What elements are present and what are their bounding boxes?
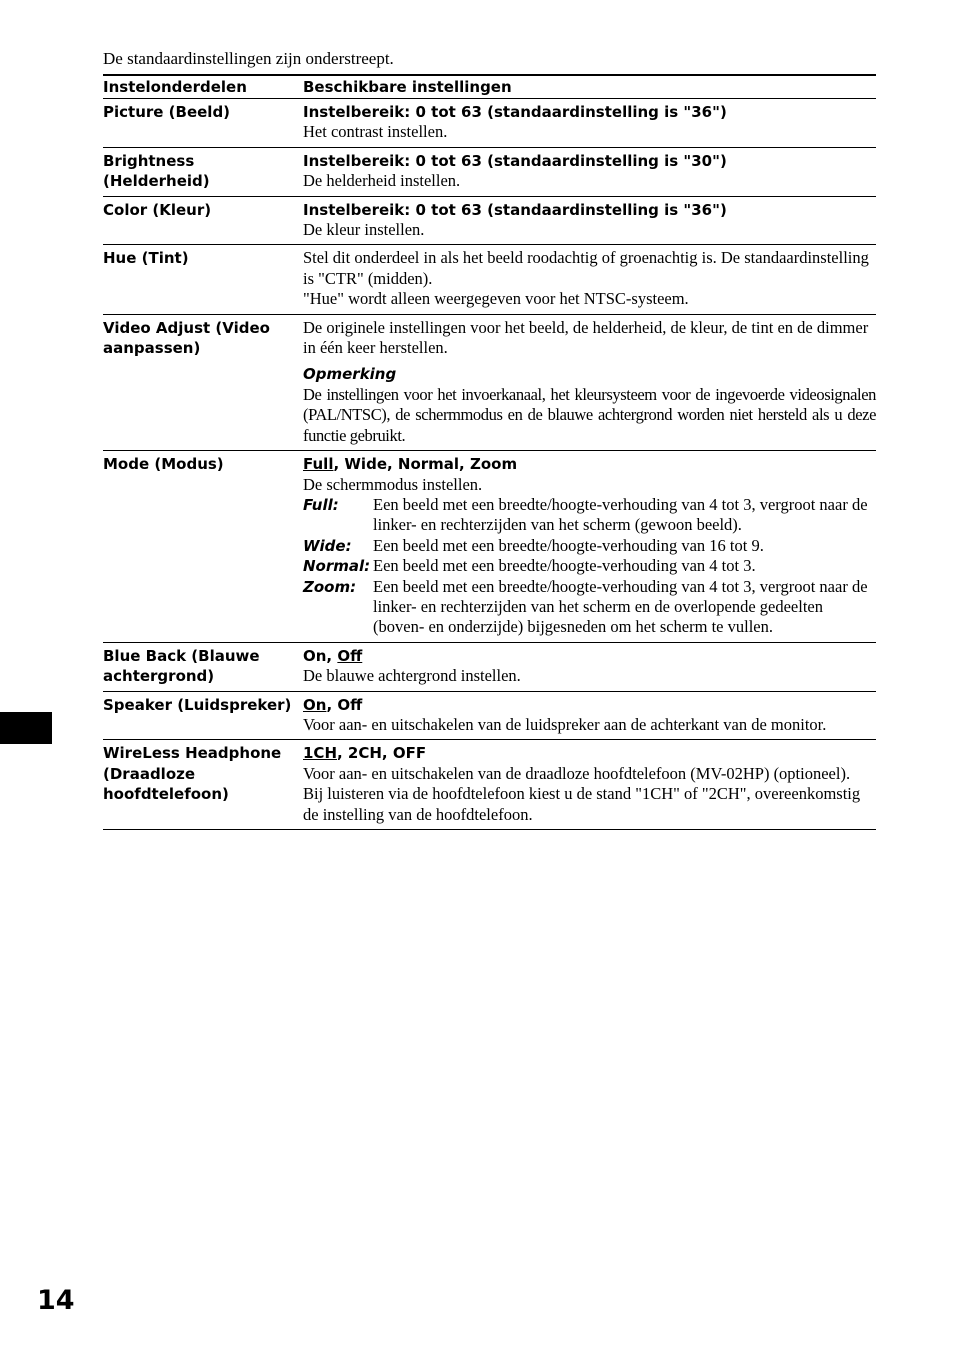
setting-range: Instelbereik: 0 tot 63 (standaardinstelling is "36"): [303, 103, 727, 121]
setting-description: De helderheid instellen.: [303, 171, 461, 191]
header-settings: Beschikbare instellingen: [303, 78, 512, 96]
section-tab-marker: [0, 712, 52, 744]
item-label: [103, 147, 303, 196]
table-row-blue-back: [103, 642, 876, 691]
item-settings: [303, 314, 876, 450]
setting-options: [303, 743, 876, 763]
mode-definition-normal: [303, 556, 876, 576]
item-settings: [303, 740, 876, 830]
mode-term: Normal:: [303, 557, 371, 576]
setting-options: [303, 454, 876, 474]
header-items: Instelonderdelen: [103, 78, 247, 96]
item-label: Picture (Beeld): [103, 103, 231, 121]
other-options: , Wide, Normal, Zoom: [333, 455, 518, 474]
intro-text: De standaardinstellingen zijn onderstreept.: [103, 49, 394, 68]
setting-options: [303, 646, 876, 666]
mode-definition-wide: [303, 536, 876, 556]
setting-description: "Hue" wordt alleen weergegeven voor het NTSC-systeem.: [303, 289, 689, 309]
table-row-video-adjust: [103, 314, 876, 450]
setting-description: Stel dit onderdeel in als het beeld roodachtig of groenachtig is. De standaardinstelling is "CTR" (midden).: [303, 248, 869, 288]
mode-definition-full: [303, 495, 876, 536]
setting-description: Voor aan- en uitschakelen van de luidspreker aan de achterkant van de monitor.: [303, 714, 827, 734]
note-text: De instellingen voor het invoerkanaal, het kleursysteem voor de ingevoerde videosignalen (PAL/NTSC), de schermmodus en de blauwe achtergrond worden niet hersteld als u deze functie gebruikt.: [303, 384, 876, 445]
mode-description: Een beeld met een breedte/hoogte-verhouding van 16 tot 9.: [373, 535, 764, 555]
other-options: On,: [303, 646, 338, 665]
setting-range: Instelbereik: 0 tot 63 (standaardinstelling is "30"): [303, 151, 727, 170]
table-row-brightness: [103, 147, 876, 196]
setting-description: De kleur instellen.: [303, 220, 425, 240]
mode-term: Full:: [303, 495, 339, 514]
other-options: , 2CH, OFF: [337, 744, 427, 763]
mode-description: Een beeld met een breedte/hoogte-verhouding van 4 tot 3, vergroot naar de linker- en rechterzijden van het scherm (gewoon beeld).: [373, 494, 868, 535]
table-row-wireless: [103, 740, 876, 830]
table-row-speaker: [103, 691, 876, 740]
setting-description: Voor aan- en uitschakelen van de draadloze hoofdtelefoon (MV-02HP) (optioneel).: [303, 763, 851, 783]
item-label: Speaker (Luidspreker): [103, 695, 292, 714]
item-label-line: (Helderheid): [103, 172, 210, 191]
item-settings: [303, 451, 876, 643]
setting-description: Bij luisteren via de hoofdtelefoon kiest u de stand "1CH" of "2CH", overeenkomstig de instelling van de hoofdtelefoon.: [303, 784, 861, 824]
item-label: Hue (Tint): [103, 249, 189, 268]
setting-options: [303, 695, 876, 715]
default-option: 1CH: [303, 744, 337, 763]
mode-description: Een beeld met een breedte/hoogte-verhouding van 4 tot 3, vergroot naar de linker- en rechterzijden van het scherm en de overlopende gedeelten (boven- en onderzijde) bijgesneden om het scherm te vullen.: [373, 576, 868, 637]
table-row-mode: [103, 451, 876, 643]
setting-description: De schermmodus instellen.: [303, 474, 483, 494]
note-title: Opmerking: [303, 365, 397, 384]
item-settings: [303, 245, 876, 314]
default-option: Off: [337, 646, 363, 665]
setting-description: Het contrast instellen.: [303, 122, 448, 142]
item-settings: [303, 99, 876, 148]
table-row-hue: [103, 245, 876, 314]
item-settings: [303, 691, 876, 740]
mode-term: Wide:: [303, 536, 352, 555]
item-label: Blue Back (Blauwe achtergrond): [103, 646, 260, 686]
mode-term: Zoom:: [303, 577, 357, 596]
item-settings: [303, 147, 876, 196]
page-number: 14: [37, 1285, 75, 1316]
settings-table: [103, 74, 876, 830]
default-option: Full: [303, 455, 334, 474]
table-row-color: [103, 196, 876, 245]
item-label: WireLess Headphone (Draadloze hoofdtelefoon): [103, 744, 282, 804]
table-row-picture: [103, 99, 876, 148]
item-label: Mode (Modus): [103, 455, 224, 474]
default-option: On: [303, 695, 327, 714]
item-label: Color (Kleur): [103, 200, 212, 219]
item-label: Video Adjust (Video aanpassen): [103, 318, 270, 358]
item-settings: [303, 196, 876, 245]
mode-definition-zoom: [303, 577, 876, 638]
table-header-row: [103, 75, 876, 99]
setting-range: Instelbereik: 0 tot 63 (standaardinstelling is "36"): [303, 200, 727, 219]
setting-description: De blauwe achtergrond instellen.: [303, 666, 521, 686]
item-settings: [303, 642, 876, 691]
item-label-line: Brightness: [103, 151, 195, 170]
other-options: , Off: [326, 695, 363, 714]
setting-description: De originele instellingen voor het beeld, de helderheid, de kleur, de tint en de dimmer in één keer herstellen.: [303, 317, 869, 358]
mode-description: Een beeld met een breedte/hoogte-verhouding van 4 tot 3.: [373, 556, 756, 576]
